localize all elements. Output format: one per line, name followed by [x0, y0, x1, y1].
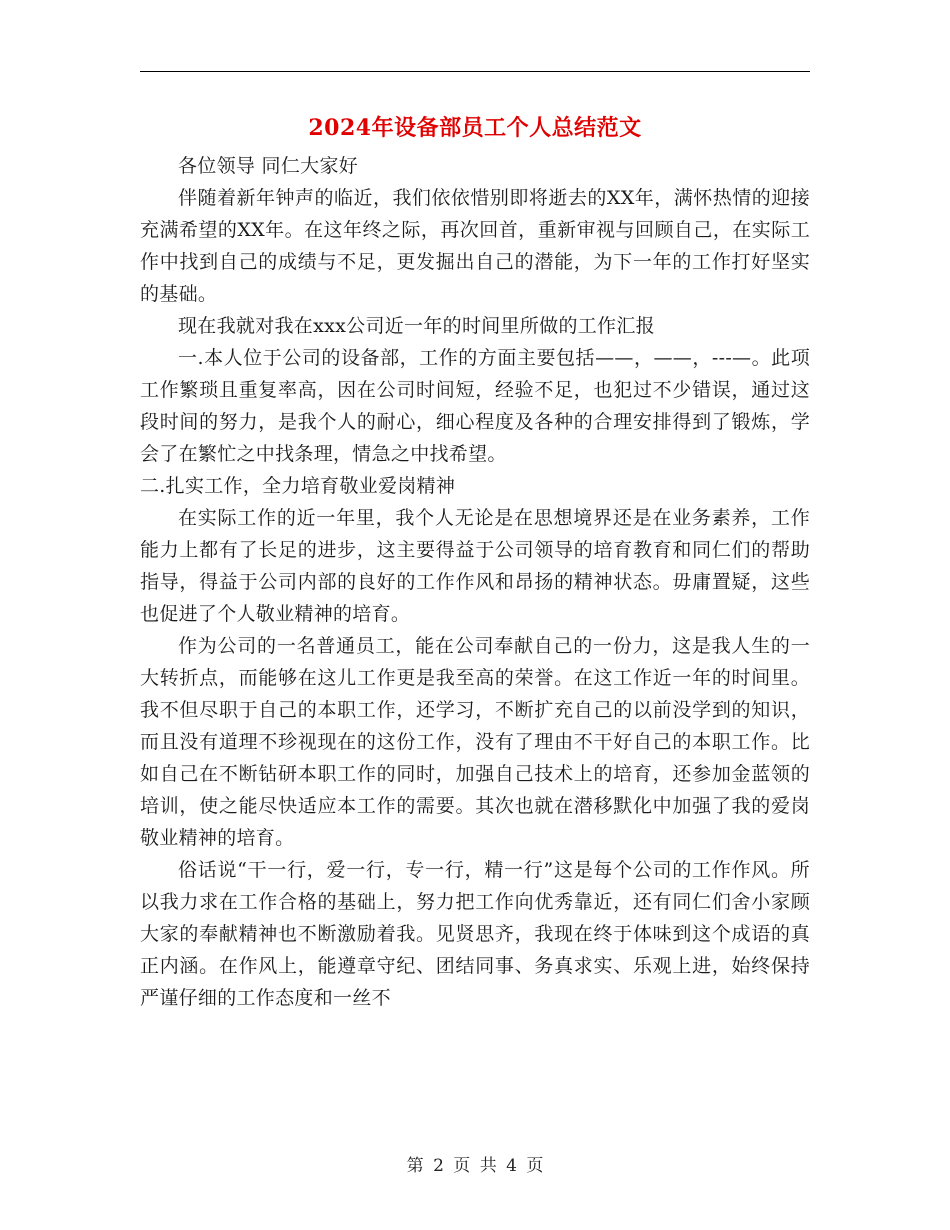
- section-heading-two: 二.扎实工作，全力培育敬业爱岗精神: [140, 475, 456, 497]
- paragraph-section-one: 一.本人位于公司的设备部，工作的方面主要包括——，——，---—。此项工作繁琐且重复率高，因在公司时间短，经验不足，也犯过不少错误，通过这段时间的努力，是我个人的耐心，细心程度及各种的合理安排得到了锻炼，学会了在繁忙之中找条理，情急之中找希望。: [140, 347, 810, 465]
- paragraph-employee: 作为公司的一名普通员工，能在公司奉献自己的一份力，这是我人生的一大转折点，而能够在这儿工作更是我至高的荣誉。在这工作近一年的时间里。我不但尽职于自己的本职工作，还学习，不断扩充自己的以前没学到的知识，而且没有道理不珍视现在的这份工作，没有了理由不干好自己的本职工作。比如自己在不断钻研本职工作的同时，加强自己技术上的培育，还参加金蓝领的培训，使之能尽快适应本工作的需要。其次也就在潜移默化中加强了我的爱岗敬业精神的培育。: [140, 635, 810, 849]
- paragraph-intro: 伴随着新年钟声的临近，我们依依惜别即将逝去的XX年，满怀热情的迎接充满希望的XX年。在这年终之际，再次回首，重新审视与回顾自己，在实际工作中找到自己的成绩与不足，更发掘出自己的潜能，为下一年的工作打好坚实的基础。: [140, 187, 810, 305]
- document-body: [140, 150, 810, 1014]
- paragraph-proverb: 俗话说“干一行，爱一行，专一行，精一行”这是每个公司的工作作风。所以我力求在工作合格的基础上，努力把工作向优秀靠近，还有同仁们舍小家顾大家的奉献精神也不断激励着我。见贤思齐，我现在终于体味到这个成语的真正内涵。在作风上，能遵章守纪、团结同事、务真求实、乐观上进，始终保持严谨仔细的工作态度和一丝不: [140, 859, 810, 1009]
- header-rule: [140, 71, 810, 72]
- page-number: 第 2 页 共 4 页: [406, 1156, 544, 1176]
- paragraph-report-lead: 现在我就对我在xxx公司近一年的时间里所做的工作汇报: [178, 315, 655, 337]
- document-title: 2024年设备部员工个人总结范文: [308, 115, 642, 141]
- paragraph-greeting: 各位领导 同仁大家好: [178, 155, 359, 177]
- paragraph-progress: 在实际工作的近一年里，我个人无论是在思想境界还是在业务素养，工作能力上都有了长足的进步，这主要得益于公司领导的培育教育和同仁们的帮助指导，得益于公司内部的良好的工作作风和昂扬的精神状态。毋庸置疑，这些也促进了个人敬业精神的培育。: [140, 507, 810, 625]
